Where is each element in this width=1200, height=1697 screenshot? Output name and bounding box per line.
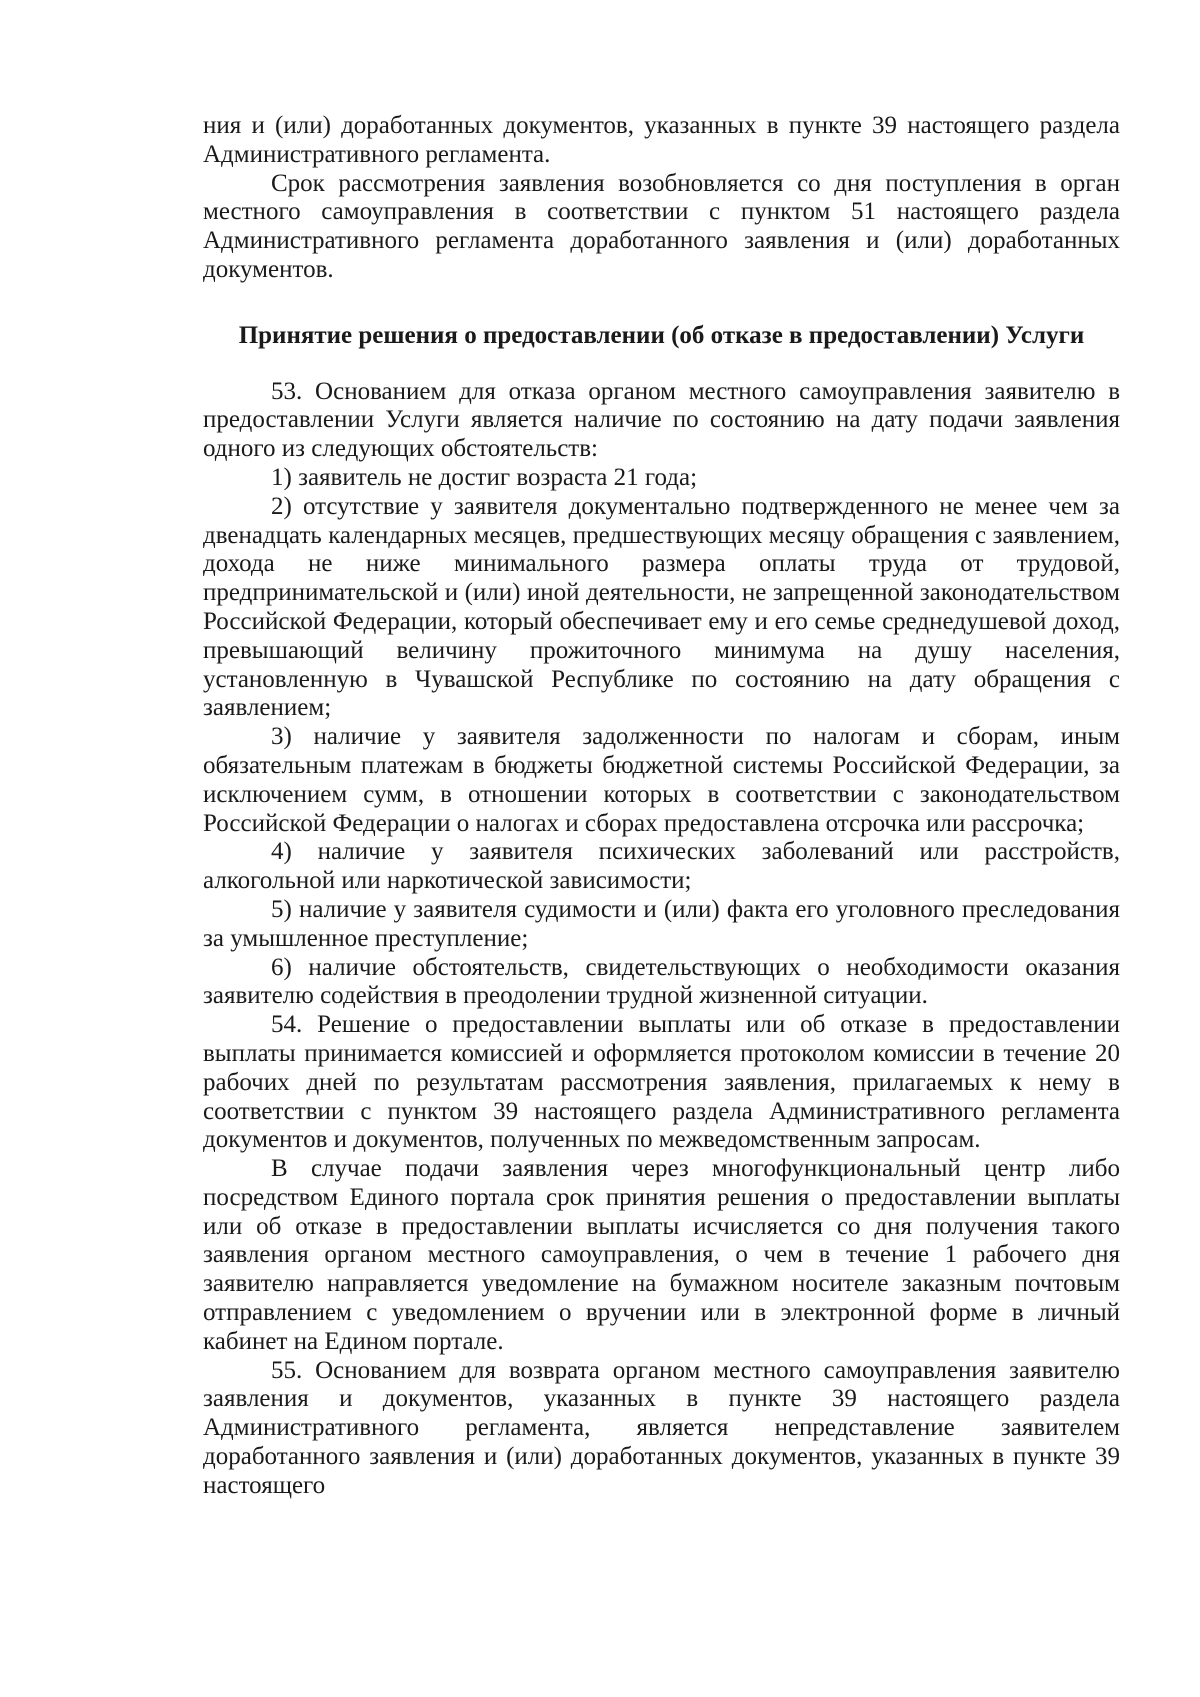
list-item-5: 5) наличие у заявителя судимости и (или) факта его уголовного преследования за умышленное преступление; <box>203 895 1120 952</box>
paragraph-55: 55. Основанием для возврата органом местного самоуправления заявителю заявления и документов, указанных в пункте 39 настоящего раздела Административного регламента, является непредставление заявителем доработанного заявления и (или) доработанных документов, указанных в пункте 39 настоящего <box>203 1356 1120 1499</box>
list-item-1: 1) заявитель не достиг возраста 21 года; <box>271 463 698 491</box>
section-heading: Принятие решения о предоставлении (об отказе в предоставлении) Услуги <box>238 321 1085 349</box>
paragraph: Срок рассмотрения заявления возобновляется со дня поступления в орган местного самоуправления в соответствии с пунктом 51 настоящего раздела Административного регламента доработанного заявления и (или) доработанных документов. <box>203 169 1120 283</box>
paragraph: В случае подачи заявления через многофункциональный центр либо посредством Единого портала срок принятия решения о предоставлении выплаты или об отказе в предоставлении выплаты исчисляется со дня получения такого заявления органом местного самоуправления, о чем в течение 1 рабочего дня заявителю направляется уведомление на бумажном носителе заказным почтовым отправлением с уведомлением о вручении или в электронной форме в личный кабинет на Едином портале. <box>203 1155 1120 1355</box>
paragraph-continuation: ния и (или) доработанных документов, указанных в пункте 39 настоящего раздела Административного регламента. <box>203 112 1120 168</box>
paragraph-54: 54. Решение о предоставлении выплаты или об отказе в предоставлении выплаты принимается комиссией и оформляется протоколом комиссии в течение 20 рабочих дней по результатам рассмотрения заявления, прилагаемых к нему в соответствии с пунктом 39 настоящего раздела Административного регламента документов и документов, полученных по межведомственным запросам. <box>203 1011 1120 1154</box>
list-item-6: 6) наличие обстоятельств, свидетельствующих о необходимости оказания заявителю содействия в преодолении трудной жизненной ситуации. <box>203 953 1120 1010</box>
list-item-3: 3) наличие у заявителя задолженности по налогам и сборам, иным обязательным платежам в бюджеты бюджетной системы Российской Федерации, за исключением сумм, в отношении которых в соответствии с законодательством Российской Федерации о налогах и сборах предоставлена отсрочка или рассрочка; <box>203 723 1120 837</box>
list-item-2: 2) отсутствие у заявителя документально подтвержденного не менее чем за двенадцать календарных месяцев, предшествующих месяцу обращения с заявлением, дохода не ниже минимального размера оплаты труда от трудовой, предпринимательской и (или) иной деятельности, не запрещенной законодательством Российской Федерации, который обеспечивает ему и его семье среднедушевой доход, превышающий величину прожиточного минимума на душу населения, установленную в Чувашской Республике по состоянию на дату обращения с заявлением; <box>203 492 1120 722</box>
paragraph-53: 53. Основанием для отказа органом местного самоуправления заявителю в предоставлении Услуги является наличие по состоянию на дату подачи заявления одного из следующих обстоятельств: <box>203 377 1120 463</box>
list-item-4: 4) наличие у заявителя психических заболеваний или расстройств, алкогольной или наркотической зависимости; <box>203 838 1120 895</box>
document-body <box>203 112 1120 1501</box>
